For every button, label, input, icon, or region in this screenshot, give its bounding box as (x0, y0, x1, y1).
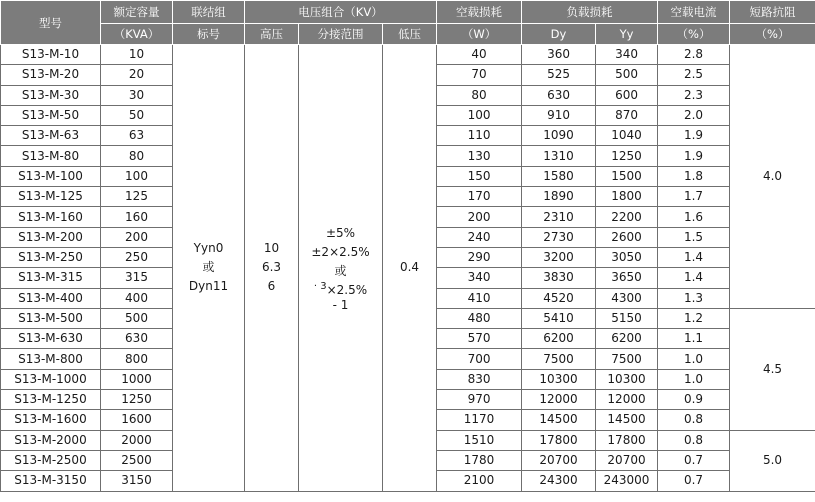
cell-load-dy: 1890 (522, 187, 596, 207)
cell-capacity: 400 (101, 288, 173, 308)
cell-capacity: 30 (101, 85, 173, 105)
cell-noload-loss: 240 (437, 227, 522, 247)
cell-noload-current: 0.7 (658, 450, 730, 470)
cell-load-yy: 600 (596, 85, 658, 105)
tap-line-prefix: · 3 (313, 281, 327, 293)
tap-line-suffix: ×2.5% (326, 283, 368, 298)
cell-noload-current: 0.9 (658, 390, 730, 410)
cell-noload-loss: 290 (437, 247, 522, 267)
cell-load-yy: 2200 (596, 207, 658, 227)
connection-line: Yyn0 (193, 241, 224, 256)
cell-capacity: 200 (101, 227, 173, 247)
header-load-yy: Yy (596, 24, 658, 45)
table-header (1, 1, 815, 45)
cell-noload-current: 2.8 (658, 45, 730, 65)
header-capacity: 额定容量 (101, 1, 173, 24)
cell-capacity: 80 (101, 146, 173, 166)
cell-impedance-group: 4.5 (730, 308, 815, 430)
cell-model: S13-M-63 (1, 126, 101, 146)
header-impedance-unit: （%） (730, 24, 815, 45)
cell-connection-group (173, 45, 245, 492)
header-tap-range: 分接范围 (299, 24, 383, 45)
header-connection: 联结组 (173, 1, 245, 24)
cell-noload-loss: 130 (437, 146, 522, 166)
cell-load-dy: 2730 (522, 227, 596, 247)
cell-noload-current: 2.5 (658, 65, 730, 85)
cell-model: S13-M-2000 (1, 430, 101, 450)
cell-model: S13-M-2500 (1, 450, 101, 470)
cell-load-yy: 12000 (596, 390, 658, 410)
header-hv: 高压 (245, 24, 299, 45)
header-impedance: 短路抗阻 (730, 1, 815, 24)
cell-noload-loss: 170 (437, 187, 522, 207)
cell-load-dy: 910 (522, 105, 596, 125)
cell-lv-value: 0.4 (383, 45, 437, 492)
header-noload-unit: （W） (437, 24, 522, 45)
cell-noload-current: 1.1 (658, 329, 730, 349)
cell-capacity: 250 (101, 247, 173, 267)
cell-load-dy: 12000 (522, 390, 596, 410)
cell-noload-loss: 410 (437, 288, 522, 308)
cell-load-yy: 10300 (596, 369, 658, 389)
cell-model: S13-M-100 (1, 166, 101, 186)
cell-capacity: 10 (101, 45, 173, 65)
cell-model: S13-M-50 (1, 105, 101, 125)
cell-model: S13-M-1600 (1, 410, 101, 430)
cell-model: S13-M-200 (1, 227, 101, 247)
cell-capacity: 500 (101, 308, 173, 328)
cell-load-yy: 14500 (596, 410, 658, 430)
cell-load-dy: 4520 (522, 288, 596, 308)
header-load-dy: Dy (522, 24, 596, 45)
cell-noload-loss: 80 (437, 85, 522, 105)
hv-line: 10 (263, 241, 280, 256)
cell-load-dy: 1310 (522, 146, 596, 166)
cell-load-dy: 14500 (522, 410, 596, 430)
cell-capacity: 3150 (101, 471, 173, 491)
cell-noload-loss: 70 (437, 65, 522, 85)
cell-capacity: 800 (101, 349, 173, 369)
cell-capacity: 1000 (101, 369, 173, 389)
cell-model: S13-M-315 (1, 268, 101, 288)
cell-noload-loss: 2100 (437, 471, 522, 491)
cell-model: S13-M-800 (1, 349, 101, 369)
cell-load-yy: 20700 (596, 450, 658, 470)
header-voltage-group: 电压组合（KV） (245, 1, 437, 24)
header-load-loss: 负载损耗 (522, 1, 658, 24)
cell-noload-loss: 1510 (437, 430, 522, 450)
cell-capacity: 50 (101, 105, 173, 125)
header-noload-loss: 空载损耗 (437, 1, 522, 24)
cell-noload-current: 1.0 (658, 369, 730, 389)
cell-load-dy: 5410 (522, 308, 596, 328)
cell-load-dy: 6200 (522, 329, 596, 349)
cell-load-dy: 2310 (522, 207, 596, 227)
cell-noload-current: 1.6 (658, 207, 730, 227)
cell-capacity: 1600 (101, 410, 173, 430)
cell-load-yy: 3050 (596, 247, 658, 267)
cell-load-yy: 870 (596, 105, 658, 125)
cell-tap-range (299, 45, 383, 492)
cell-noload-current: 0.8 (658, 430, 730, 450)
cell-noload-loss: 40 (437, 45, 522, 65)
header-noload-current-unit: （%） (658, 24, 730, 45)
cell-load-yy: 340 (596, 45, 658, 65)
cell-capacity: 100 (101, 166, 173, 186)
cell-model: S13-M-630 (1, 329, 101, 349)
cell-load-dy: 3200 (522, 247, 596, 267)
header-model: 型号 (1, 1, 101, 45)
connection-line: Dyn11 (188, 279, 229, 294)
cell-noload-current: 0.7 (658, 471, 730, 491)
cell-hv-values (245, 45, 299, 492)
cell-noload-loss: 970 (437, 390, 522, 410)
cell-model: S13-M-400 (1, 288, 101, 308)
header-connection-sub: 标号 (173, 24, 245, 45)
cell-model: S13-M-160 (1, 207, 101, 227)
cell-load-yy: 7500 (596, 349, 658, 369)
cell-load-dy: 360 (522, 45, 596, 65)
tap-line: 或 (334, 264, 347, 279)
cell-load-yy: 1500 (596, 166, 658, 186)
cell-load-yy: 5150 (596, 308, 658, 328)
tap-line: ±2×2.5% (311, 245, 370, 260)
cell-noload-loss: 1780 (437, 450, 522, 470)
cell-load-dy: 630 (522, 85, 596, 105)
cell-load-dy: 20700 (522, 450, 596, 470)
cell-noload-current: 2.0 (658, 105, 730, 125)
cell-model: S13-M-125 (1, 187, 101, 207)
cell-capacity: 2000 (101, 430, 173, 450)
cell-model: S13-M-10 (1, 45, 101, 65)
cell-load-yy: 2600 (596, 227, 658, 247)
cell-capacity: 20 (101, 65, 173, 85)
cell-model: S13-M-250 (1, 247, 101, 267)
cell-noload-loss: 340 (437, 268, 522, 288)
cell-load-dy: 24300 (522, 471, 596, 491)
cell-capacity: 160 (101, 207, 173, 227)
connection-line: 或 (202, 260, 215, 275)
cell-noload-loss: 1170 (437, 410, 522, 430)
cell-noload-current: 1.7 (658, 187, 730, 207)
cell-load-dy: 17800 (522, 430, 596, 450)
cell-noload-current: 0.8 (658, 410, 730, 430)
cell-load-dy: 7500 (522, 349, 596, 369)
hv-line: 6.3 (261, 260, 282, 275)
cell-load-yy: 6200 (596, 329, 658, 349)
cell-capacity: 63 (101, 126, 173, 146)
cell-noload-loss: 830 (437, 369, 522, 389)
header-noload-current: 空载电流 (658, 1, 730, 24)
cell-model: S13-M-1000 (1, 369, 101, 389)
cell-capacity: 315 (101, 268, 173, 288)
cell-capacity: 2500 (101, 450, 173, 470)
cell-capacity: 630 (101, 329, 173, 349)
cell-capacity: 125 (101, 187, 173, 207)
cell-noload-current: 1.9 (658, 126, 730, 146)
cell-noload-current: 1.4 (658, 247, 730, 267)
cell-model: S13-M-30 (1, 85, 101, 105)
cell-noload-loss: 700 (437, 349, 522, 369)
cell-load-yy: 1800 (596, 187, 658, 207)
cell-noload-current: 1.8 (658, 166, 730, 186)
tap-line: ±5% (325, 226, 356, 241)
cell-noload-loss: 480 (437, 308, 522, 328)
cell-load-yy: 1250 (596, 146, 658, 166)
cell-load-yy: 17800 (596, 430, 658, 450)
cell-noload-current: 1.0 (658, 349, 730, 369)
cell-model: S13-M-20 (1, 65, 101, 85)
cell-load-dy: 525 (522, 65, 596, 85)
cell-noload-loss: 200 (437, 207, 522, 227)
cell-noload-current: 1.5 (658, 227, 730, 247)
tap-line: - 1 (332, 298, 349, 313)
cell-model: S13-M-500 (1, 308, 101, 328)
cell-capacity: 1250 (101, 390, 173, 410)
cell-noload-loss: 150 (437, 166, 522, 186)
header-lv: 低压 (383, 24, 437, 45)
cell-load-yy: 1040 (596, 126, 658, 146)
cell-noload-loss: 110 (437, 126, 522, 146)
cell-noload-current: 2.3 (658, 85, 730, 105)
hv-line: 6 (267, 279, 276, 294)
cell-load-dy: 1580 (522, 166, 596, 186)
cell-noload-loss: 570 (437, 329, 522, 349)
cell-load-yy: 3650 (596, 268, 658, 288)
cell-model: S13-M-1250 (1, 390, 101, 410)
table-body (1, 45, 815, 492)
cell-noload-loss: 100 (437, 105, 522, 125)
cell-noload-current: 1.9 (658, 146, 730, 166)
table-row (1, 45, 815, 65)
cell-load-yy: 243000 (596, 471, 658, 491)
cell-load-dy: 3830 (522, 268, 596, 288)
cell-impedance-group: 5.0 (730, 430, 815, 491)
cell-noload-current: 1.3 (658, 288, 730, 308)
cell-noload-current: 1.4 (658, 268, 730, 288)
cell-model: S13-M-80 (1, 146, 101, 166)
cell-load-dy: 10300 (522, 369, 596, 389)
cell-model: S13-M-3150 (1, 471, 101, 491)
cell-load-yy: 500 (596, 65, 658, 85)
cell-load-yy: 4300 (596, 288, 658, 308)
cell-load-dy: 1090 (522, 126, 596, 146)
cell-impedance-group: 4.0 (730, 45, 815, 309)
cell-noload-current: 1.2 (658, 308, 730, 328)
header-capacity-unit: （KVA） (101, 24, 173, 45)
